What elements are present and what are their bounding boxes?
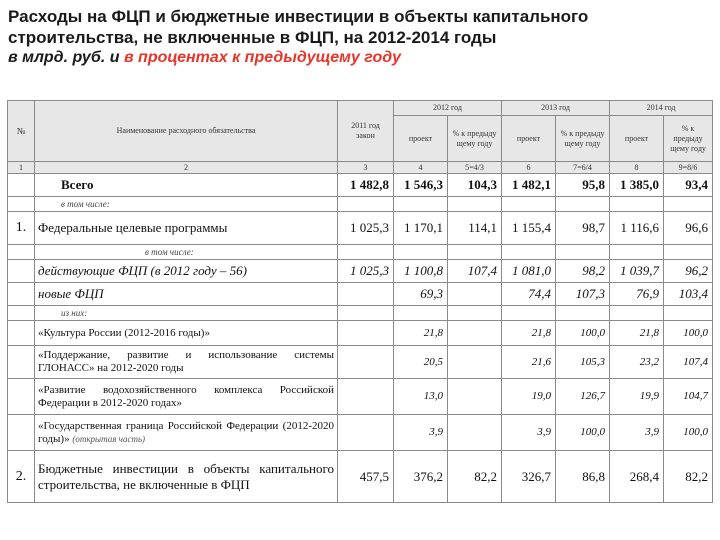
table-row-note [8,245,713,260]
value-cell: 93,4 [664,174,713,197]
value-cell: 107,3 [556,283,610,306]
table-row-new-fcp [8,283,713,306]
value-cell [338,346,394,379]
value-cell: 21,8 [610,321,664,346]
value-cell [448,346,502,379]
value-cell [448,415,502,451]
value-cell: 19,0 [502,379,556,415]
value-cell: 114,1 [448,212,502,245]
row-num-cell [8,260,35,283]
row-name [35,415,338,451]
value-cell: 1 482,8 [338,174,394,197]
empty-cell [338,245,394,260]
value-cell: 1 482,1 [502,174,556,197]
slide-subtitle [8,48,713,68]
row-note: из них: [35,306,338,321]
empty-cell [394,197,448,212]
subtitle-connector: и [105,49,124,66]
value-cell: 1 385,0 [610,174,664,197]
value-cell: 96,6 [664,212,713,245]
row-num-cell [8,346,35,379]
empty-cell [556,306,610,321]
subtitle-percent: в процентах к предыдущему году [123,49,402,66]
index-cell: 3 [338,162,394,174]
header-year-2012: 2012 год [394,101,502,116]
value-cell: 20,5 [394,346,448,379]
empty-cell [556,197,610,212]
row-note: в том числе: [35,245,338,260]
value-cell: 19,9 [610,379,664,415]
value-cell: 3,9 [502,415,556,451]
empty-cell [610,197,664,212]
row-num-cell [8,197,35,212]
value-cell: 326,7 [502,451,556,503]
header-num: № [8,101,35,162]
value-cell: 100,0 [664,321,713,346]
value-cell: 100,0 [664,415,713,451]
value-cell: 98,7 [556,212,610,245]
table-row-active-fcp [8,260,713,283]
table-row-border [8,415,713,451]
row-name: «Культура России (2012-2016 годы)» [35,321,338,346]
value-cell: 21,8 [394,321,448,346]
empty-cell [556,245,610,260]
value-cell: 82,2 [448,451,502,503]
budget-table-container [7,100,712,503]
value-cell: 1 155,4 [502,212,556,245]
value-cell: 69,3 [394,283,448,306]
value-cell [338,415,394,451]
index-cell: 8 [610,162,664,174]
empty-cell [502,245,556,260]
value-cell: 21,8 [502,321,556,346]
value-cell: 376,2 [394,451,448,503]
header-year-2014: 2014 год [610,101,713,116]
value-cell: 457,5 [338,451,394,503]
header-project-2012: проект [394,116,448,162]
slide-title-line-2: строительства, не включенные в ФЦП, на 2012-2014 годы [8,28,497,47]
value-cell: 1 116,6 [610,212,664,245]
index-cell: 1 [8,162,35,174]
header-pct-2014: % к предыду щему году [664,116,713,162]
value-cell: 76,9 [610,283,664,306]
empty-cell [502,197,556,212]
row-name-hint: (открытая часть) [72,433,146,444]
value-cell: 98,2 [556,260,610,283]
row-name: новые ФЦП [35,283,338,306]
table-row-note [8,306,713,321]
value-cell: 103,4 [664,283,713,306]
empty-cell [448,197,502,212]
index-cell: 7=6/4 [556,162,610,174]
empty-cell [394,245,448,260]
value-cell: 95,8 [556,174,610,197]
table-row-note [8,197,713,212]
table-row-investments [8,451,713,503]
row-num-cell [8,379,35,415]
header-year-2013: 2013 год [502,101,610,116]
header-pct-2012: % к предыду щему году [448,116,502,162]
value-cell: 96,2 [664,260,713,283]
index-cell: 5=4/3 [448,162,502,174]
value-cell [338,283,394,306]
slide-title-line-1: Расходы на ФЦП и бюджетные инвестиции в объекты капитального [8,7,589,26]
value-cell: 104,7 [664,379,713,415]
row-num-cell: 1. [8,212,35,245]
row-name: «Поддержание, развитие и использование системы ГЛОНАСС» на 2012-2020 годы [35,346,338,379]
value-cell: 1 100,8 [394,260,448,283]
row-num-cell [8,415,35,451]
empty-cell [610,306,664,321]
index-cell: 9=8/6 [664,162,713,174]
empty-cell [338,306,394,321]
empty-cell [448,245,502,260]
header-pct-2013: % к предыду щему году [556,116,610,162]
value-cell: 104,3 [448,174,502,197]
header-project-2013: проект [502,116,556,162]
index-cell: 2 [35,162,338,174]
value-cell: 107,4 [448,260,502,283]
slide-header [8,6,713,68]
value-cell: 126,7 [556,379,610,415]
value-cell: 1 025,3 [338,260,394,283]
value-cell [448,379,502,415]
row-num-cell [8,306,35,321]
value-cell: 23,2 [610,346,664,379]
row-name: «Развитие водохозяйственного комплекса Российской Федерации в 2012-2020 годах» [35,379,338,415]
index-cell: 6 [502,162,556,174]
value-cell: 13,0 [394,379,448,415]
row-num-cell [8,321,35,346]
value-cell: 1 025,3 [338,212,394,245]
value-cell [448,283,502,306]
value-cell [338,321,394,346]
row-num-cell [8,283,35,306]
empty-cell [338,197,394,212]
row-num-cell [8,174,35,197]
value-cell: 1 546,3 [394,174,448,197]
header-law-2011: 2011 год закон [338,101,394,162]
value-cell: 1 039,7 [610,260,664,283]
empty-cell [664,306,713,321]
budget-table [7,100,713,503]
header-project-2014: проект [610,116,664,162]
value-cell: 86,8 [556,451,610,503]
value-cell: 100,0 [556,415,610,451]
table-row-glonass [8,346,713,379]
index-cell: 4 [394,162,448,174]
row-name: Федеральные целевые программы [35,212,338,245]
subtitle-units: в млрд. руб. [8,49,106,66]
row-num-cell [8,245,35,260]
empty-cell [448,306,502,321]
value-cell: 21,6 [502,346,556,379]
value-cell: 3,9 [394,415,448,451]
value-cell: 268,4 [610,451,664,503]
value-cell: 74,4 [502,283,556,306]
row-name: Всего [35,174,338,197]
row-name: Бюджетные инвестиции в объекты капитального строительства, не включенные в ФЦП [35,451,338,503]
table-row-total [8,174,713,197]
header-name: Наименование расходного обязательства [35,101,338,162]
row-num-cell: 2. [8,451,35,503]
empty-cell [664,197,713,212]
value-cell: 82,2 [664,451,713,503]
value-cell [338,379,394,415]
empty-cell [502,306,556,321]
value-cell: 1 081,0 [502,260,556,283]
empty-cell [664,245,713,260]
value-cell: 107,4 [664,346,713,379]
empty-cell [610,245,664,260]
value-cell: 3,9 [610,415,664,451]
row-note: в том числе: [35,197,338,212]
value-cell: 1 170,1 [394,212,448,245]
row-name-text: «Государственная граница Российской Федерации (2012-2020 годы)» [38,419,334,445]
table-row-culture [8,321,713,346]
value-cell: 100,0 [556,321,610,346]
table-row-fcp [8,212,713,245]
table-row-water [8,379,713,415]
row-name: действующие ФЦП (в 2012 году – 56) [35,260,338,283]
empty-cell [394,306,448,321]
value-cell [448,321,502,346]
value-cell: 105,3 [556,346,610,379]
